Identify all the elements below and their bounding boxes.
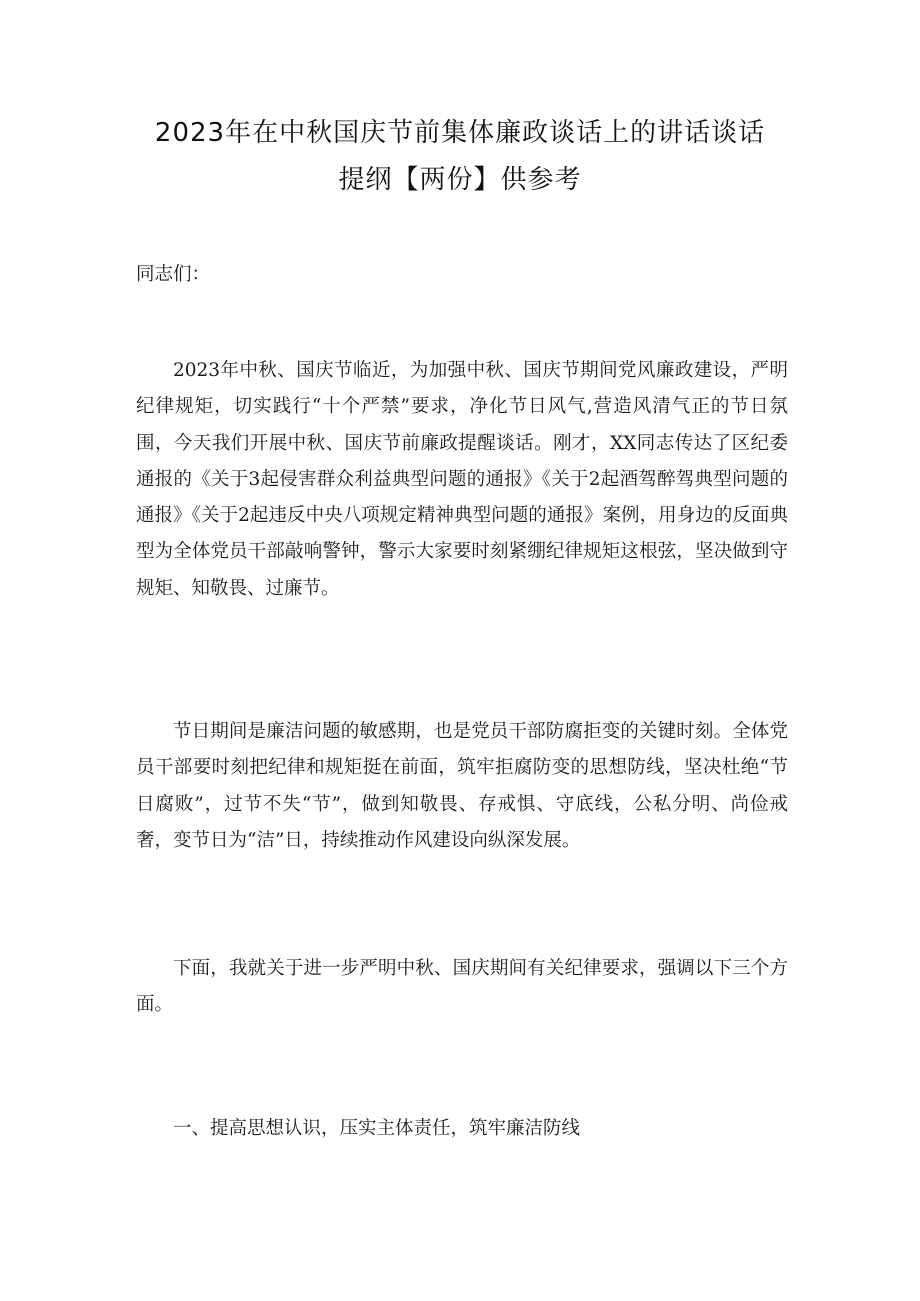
body-paragraph-1: 2023年中秋、国庆节临近，为加强中秋、国庆节期间党风廉政建设，严明纪律规矩，切实践行“十个严禁”要求，净化节日风气,营造风清气正的节日氛围，今天我们开展中秋、国庆节前廉政提醒谈话。刚才，XX同志传达了区纪委通报的《关于3起侵害群众利益典型问题的通报》《关于2起酒驾醉驾典型问题的通报》《关于2起违反中央八项规定精神典型问题的通报》案例，用身边的反面典型为全体党员干部敲响警钟，警示大家要时刻紧绷纪律规矩这根弦，坚决做到守规矩、知敬畏、过廉节。 <box>136 360 788 599</box>
document-title-line-2: 提纲【两份】供参考 <box>338 165 582 195</box>
body-paragraph-2: 节日期间是廉洁问题的敏感期，也是党员干部防腐拒变的关键时刻。全体党员干部要时刻把纪律和规矩挺在前面，筑牢拒腐防变的思想防线，坚决杜绝“节日腐败”，过节不失“节”，做到知敬畏、存戒惧、守底线，公私分明、尚俭戒奢，变节日为“洁”日，持续推动作风建设向纵深发展。 <box>136 721 788 851</box>
salutation: 同志们： <box>136 264 211 285</box>
body-paragraph-3: 下面，我就关于进一步严明中秋、国庆期间有关纪律要求，强调以下三个方面。 <box>136 958 788 1016</box>
document-title-line-1: 2023年在中秋国庆节前集体廉政谈话上的讲话谈话 <box>154 118 766 148</box>
section-heading-1: 一、提高思想认识，压实主体责任，筑牢廉洁防线 <box>173 1118 581 1139</box>
